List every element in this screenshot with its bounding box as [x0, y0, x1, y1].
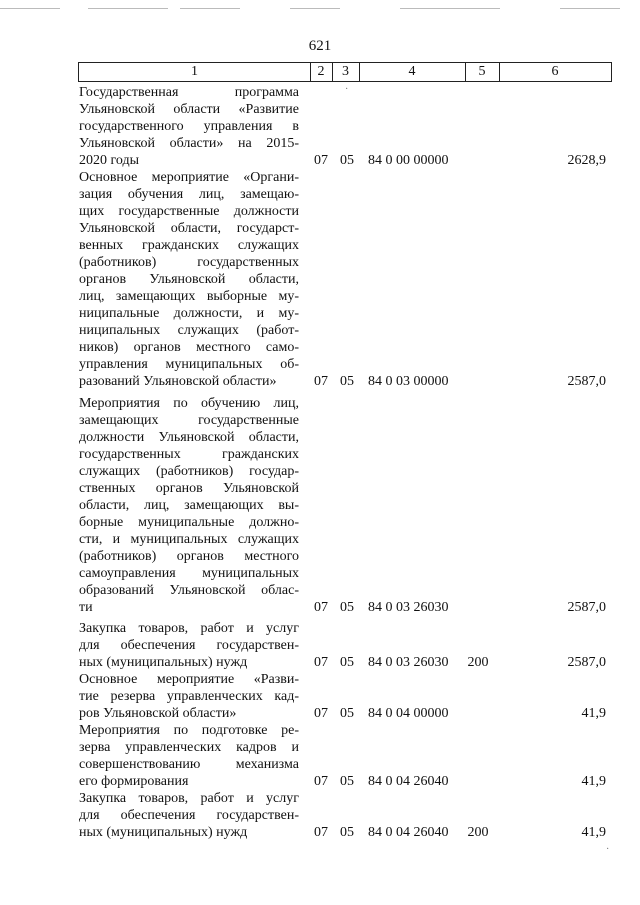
subsection-code: 05	[340, 706, 354, 721]
description-line: Основное мероприятие «Разви-	[79, 672, 299, 687]
scan-artifact-line	[400, 8, 500, 9]
description-line: Ульяновской области» на 2015-	[79, 136, 299, 151]
target-article-code: 84 0 04 26040	[368, 825, 449, 840]
description-line: ниципальные должности, и му-	[79, 306, 299, 321]
description-line: (работников) государственных	[79, 255, 299, 270]
description-line: ников) органов местного само-	[79, 340, 299, 355]
description-line: самоуправления муниципальных	[79, 566, 299, 581]
description-line: щих государственные должности	[79, 204, 299, 219]
description-line: государственного управления в	[79, 119, 299, 134]
scan-artifact-line	[88, 8, 168, 9]
expense-type-code: 200	[467, 655, 489, 670]
amount-value: 41,9	[581, 825, 606, 840]
header-col-6: 6	[551, 64, 559, 79]
row-description	[79, 395, 299, 616]
header-col-2: 2	[310, 63, 333, 81]
subsection-code: 05	[340, 374, 354, 389]
subsection-code: 05	[340, 153, 354, 168]
description-line: управления муниципальных об-	[79, 357, 299, 372]
description-line: Основное мероприятие «Органи-	[79, 170, 299, 185]
description-line: Ульяновской области, государст-	[79, 221, 299, 236]
description-line: ных (муниципальных) нужд	[79, 825, 248, 840]
description-line: Закупка товаров, работ и услуг	[79, 791, 299, 806]
description-line: государственных гражданских	[79, 447, 299, 462]
row-description	[79, 790, 299, 841]
table-header	[78, 62, 612, 82]
description-line: лиц, замещающих выборные му-	[79, 289, 299, 304]
description-line: Мероприятия по подготовке ре-	[79, 723, 299, 738]
amount-value: 41,9	[581, 774, 606, 789]
description-line: 2020 годы	[79, 153, 140, 168]
description-line: Государственная программа	[79, 85, 299, 100]
scan-mark: ·	[606, 844, 610, 855]
description-line: Ульяновской области «Развитие	[79, 102, 299, 117]
header-col-4: 4	[359, 63, 466, 81]
description-line: тие резерва управленческих кад-	[79, 689, 299, 704]
section-code: 07	[314, 825, 328, 840]
subsection-code: 05	[340, 655, 354, 670]
row-description	[79, 722, 299, 790]
section-code: 07	[314, 600, 328, 615]
header-col-3: 3	[332, 63, 360, 81]
row-description	[79, 84, 299, 169]
row-description	[79, 620, 299, 671]
description-line: для обеспечения государствен-	[79, 638, 299, 653]
amount-value: 2587,0	[567, 600, 606, 615]
section-code: 07	[314, 655, 328, 670]
description-line: области, лиц, замещающих вы-	[79, 498, 299, 513]
section-code: 07	[314, 153, 328, 168]
section-code: 07	[314, 706, 328, 721]
description-line: борные муниципальные должно-	[79, 515, 299, 530]
description-line: органов Ульяновской области,	[79, 272, 299, 287]
amount-value: 2587,0	[567, 374, 606, 389]
description-line: ниципальных служащих (работ-	[79, 323, 299, 338]
description-line: Мероприятия по обучению лиц,	[79, 396, 299, 411]
description-line: для обеспечения государствен-	[79, 808, 299, 823]
scan-mark: ·	[345, 84, 349, 95]
page-number: 621	[308, 38, 332, 54]
header-col-1: 1	[79, 63, 311, 81]
scan-artifact-line	[180, 8, 240, 9]
target-article-code: 84 0 03 00000	[368, 374, 449, 389]
header-col-5: 5	[465, 63, 500, 81]
description-line: замещающих государственные	[79, 413, 299, 428]
amount-value: 2628,9	[567, 153, 606, 168]
target-article-code: 84 0 03 26030	[368, 600, 449, 615]
description-line: венных гражданских служащих	[79, 238, 299, 253]
target-article-code: 84 0 04 00000	[368, 706, 449, 721]
description-line: служащих (работников) государ-	[79, 464, 299, 479]
description-line: Закупка товаров, работ и услуг	[79, 621, 299, 636]
description-line: сти, и муниципальных служащих	[79, 532, 299, 547]
description-line: его формирования	[79, 774, 189, 789]
subsection-code: 05	[340, 825, 354, 840]
description-line: ти	[79, 600, 93, 615]
description-line: ров Ульяновской области»	[79, 706, 237, 721]
description-line: совершенствованию механизма	[79, 757, 299, 772]
scan-artifact-line	[560, 8, 620, 9]
description-line: образований Ульяновской облас-	[79, 583, 299, 598]
description-line: разований Ульяновской области»	[79, 374, 277, 389]
scan-artifact-line	[0, 8, 60, 9]
row-description	[79, 169, 299, 390]
section-code: 07	[314, 374, 328, 389]
row-description	[79, 671, 299, 722]
target-article-code: 84 0 04 26040	[368, 774, 449, 789]
description-line: ных (муниципальных) нужд	[79, 655, 248, 670]
scan-artifact-line	[290, 8, 340, 9]
section-code: 07	[314, 774, 328, 789]
amount-value: 41,9	[581, 706, 606, 721]
description-line: (работников) органов местного	[79, 549, 299, 564]
description-line: зерва управленческих кадров и	[79, 740, 299, 755]
amount-value: 2587,0	[567, 655, 606, 670]
expense-type-code: 200	[467, 825, 489, 840]
description-line: ственных органов Ульяновской	[79, 481, 299, 496]
target-article-code: 84 0 03 26030	[368, 655, 449, 670]
subsection-code: 05	[340, 600, 354, 615]
target-article-code: 84 0 00 00000	[368, 153, 449, 168]
description-line: должности Ульяновской области,	[79, 430, 299, 445]
description-line: зация обучения лиц, замещаю-	[79, 187, 299, 202]
subsection-code: 05	[340, 774, 354, 789]
